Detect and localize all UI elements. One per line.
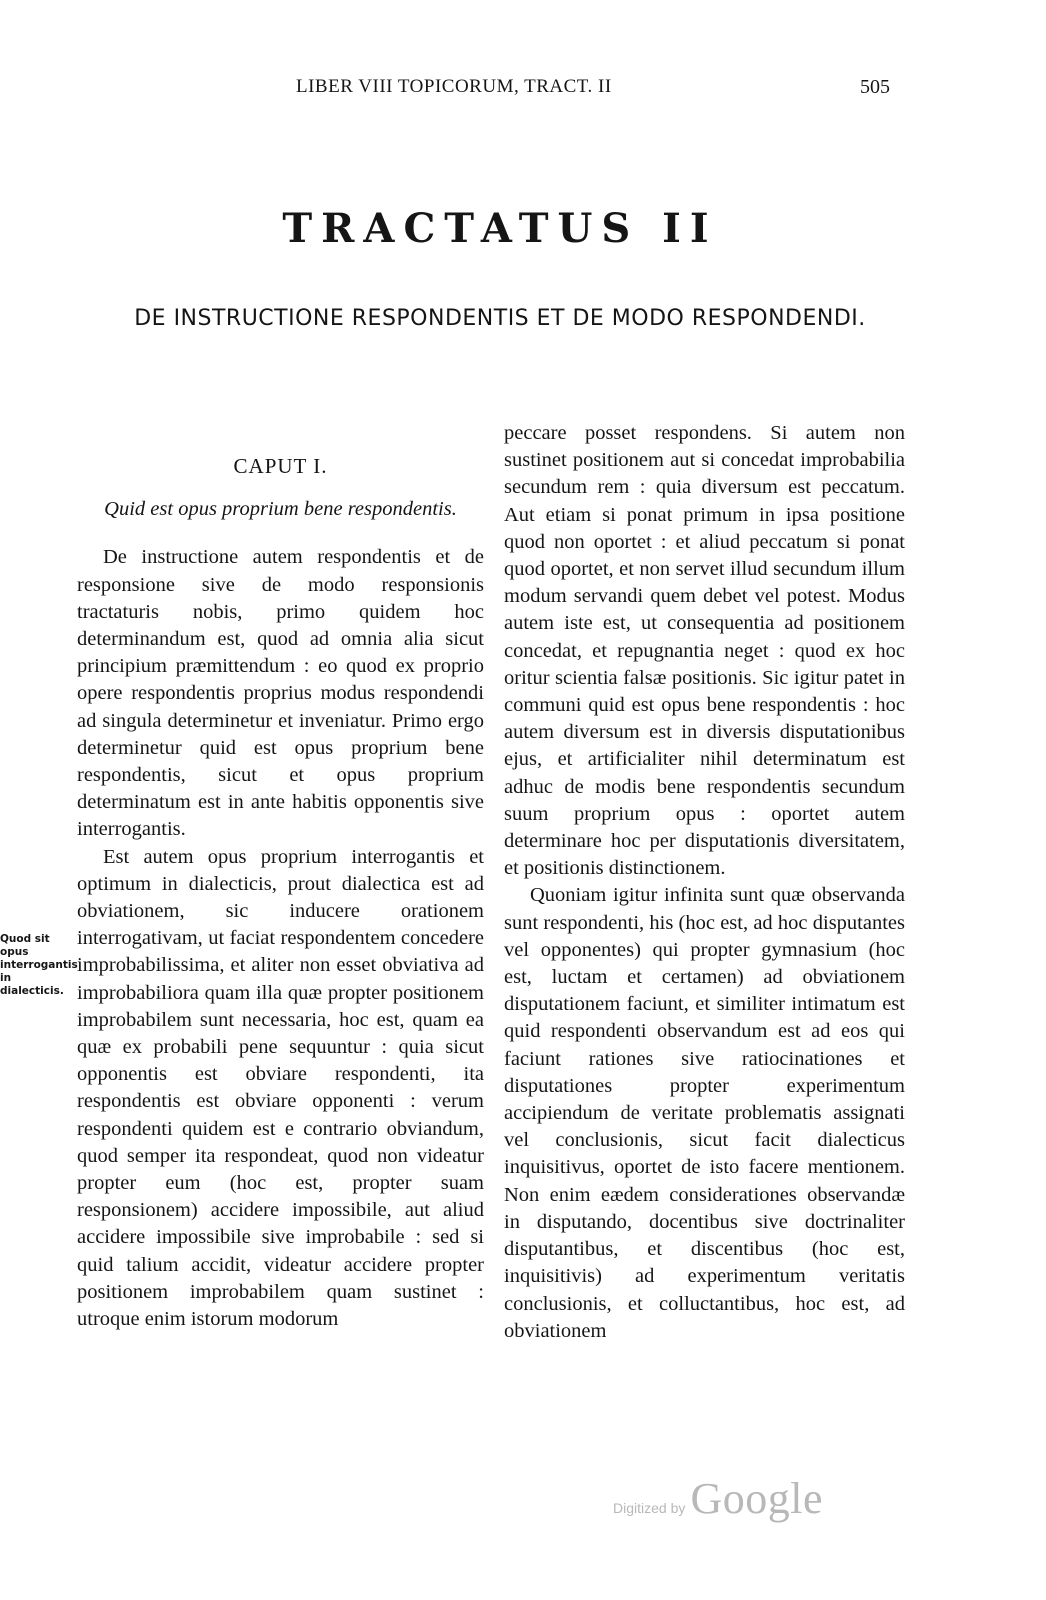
right-column	[504, 420, 905, 1345]
right-paragraph-1: peccare posset respondens. Si autem non sustinet positionem aut si concedat improbabilia secundum rem : quia diversum est peccatum. Aut etiam si ponat primum in ipsa positione quod non oportet : et aliud peccatum si ponat quod oportet, et non servet illud secundum illum modum servandi quem debet vel potest. Modus autem iste est, ut consequentia ad positionem concedat, et repugnantia neget : quod ex hoc oritur scientia falsæ positionis. Sic igitur patet in communi quid est opus bene respondentis : hoc autem diversum est in diversis disputationibus ejus, et artificialiter nihil determinatum est adhuc de modis bene respondentis secundum suum proprium opus : oportet autem determinare hoc per disputationis diversitatem, et positionis distinctionem.	[504, 422, 905, 880]
tractatus-subtitle: DE INSTRUCTIONE RESPONDENTIS ET DE MODO RESPONDENDI.	[134, 306, 866, 331]
chapter-summary: Quid est opus proprium bene respondentis.	[104, 498, 457, 521]
running-head: LIBER VIII TOPICORUM, TRACT. II	[296, 76, 612, 97]
tractatus-title: TRACTATUS II	[282, 205, 718, 252]
margin-note: Quod sit opus interrogantis in dialecticis.	[0, 933, 78, 997]
chapter-heading: CAPUT I.	[233, 454, 328, 478]
page-number: 505	[860, 76, 890, 98]
digitized-watermark	[613, 1473, 823, 1524]
left-paragraph-2: Est autem opus proprium interrogantis et optimum in dialecticis, prout dialectica est ad obviationem, sic inducere orationem interrogativam, ut faciat respondentem concedere improbabilissima, et aliter non esset obviativa ad improbabiliora quam illa quæ propter positionem improbabilem sunt necessaria, hoc est, quam ea quæ ex probabili pene sequuntur : quia sicut opponentis est obviare respondenti, ita respondentis est obviare opponenti : verum respondenti quidem est e contrario obviandum, quod semper ita respondeat, quod non videatur propter eum (hoc est, propter suam responsionem) accidere impossibile, aut aliud accidere impossibile sive improbabile : sed si quid talium accidit, videatur accidere propter positionem improbabilem quam sustinet : utroque enim istorum modorum	[77, 845, 484, 1331]
left-column	[77, 420, 484, 1333]
left-paragraph-1: De instructione autem respondentis et de responsione sive de modo responsionis tractaturis nobis, primo quidem hoc determinandum est, quod ad omnia alia sicut principium præmittendum : eo quod ex proprio opere respondentis proprius modus respondendi ad singula determinetur et inveniatur. Primo ergo determinetur quid est opus proprium bene respondentis, sicut et opus proprium determinatum est in ante habitis opponentis sive interrogantis.	[77, 546, 484, 841]
right-paragraph-2: Quoniam igitur infinita sunt quæ observanda sunt respondenti, his (hoc est, ad hoc disputantes vel opponentes) qui propter gymnasium (hoc est, luctam et certamen) ad obviationem disputationem faciunt, et similiter intimatum est quid respondenti observandum est ad eos qui faciunt rationes sive ratiocinationes et disputationes propter experimentum accipiendum de veritate problematis assignati vel conclusionis, sicut facit dialecticus inquisitivus, oportet de isto facere mentionem. Non enim eædem considerationes observandæ in disputando, docentibus sive doctrinaliter disputantibus, et discentibus (hoc est, inquisitivis) ad experimentum veritatis conclusionis, et colluctantibus, hoc est, ad obviationem	[504, 884, 905, 1342]
watermark-prefix: Digitized by	[613, 1500, 686, 1516]
google-logo: Google	[690, 1474, 823, 1523]
